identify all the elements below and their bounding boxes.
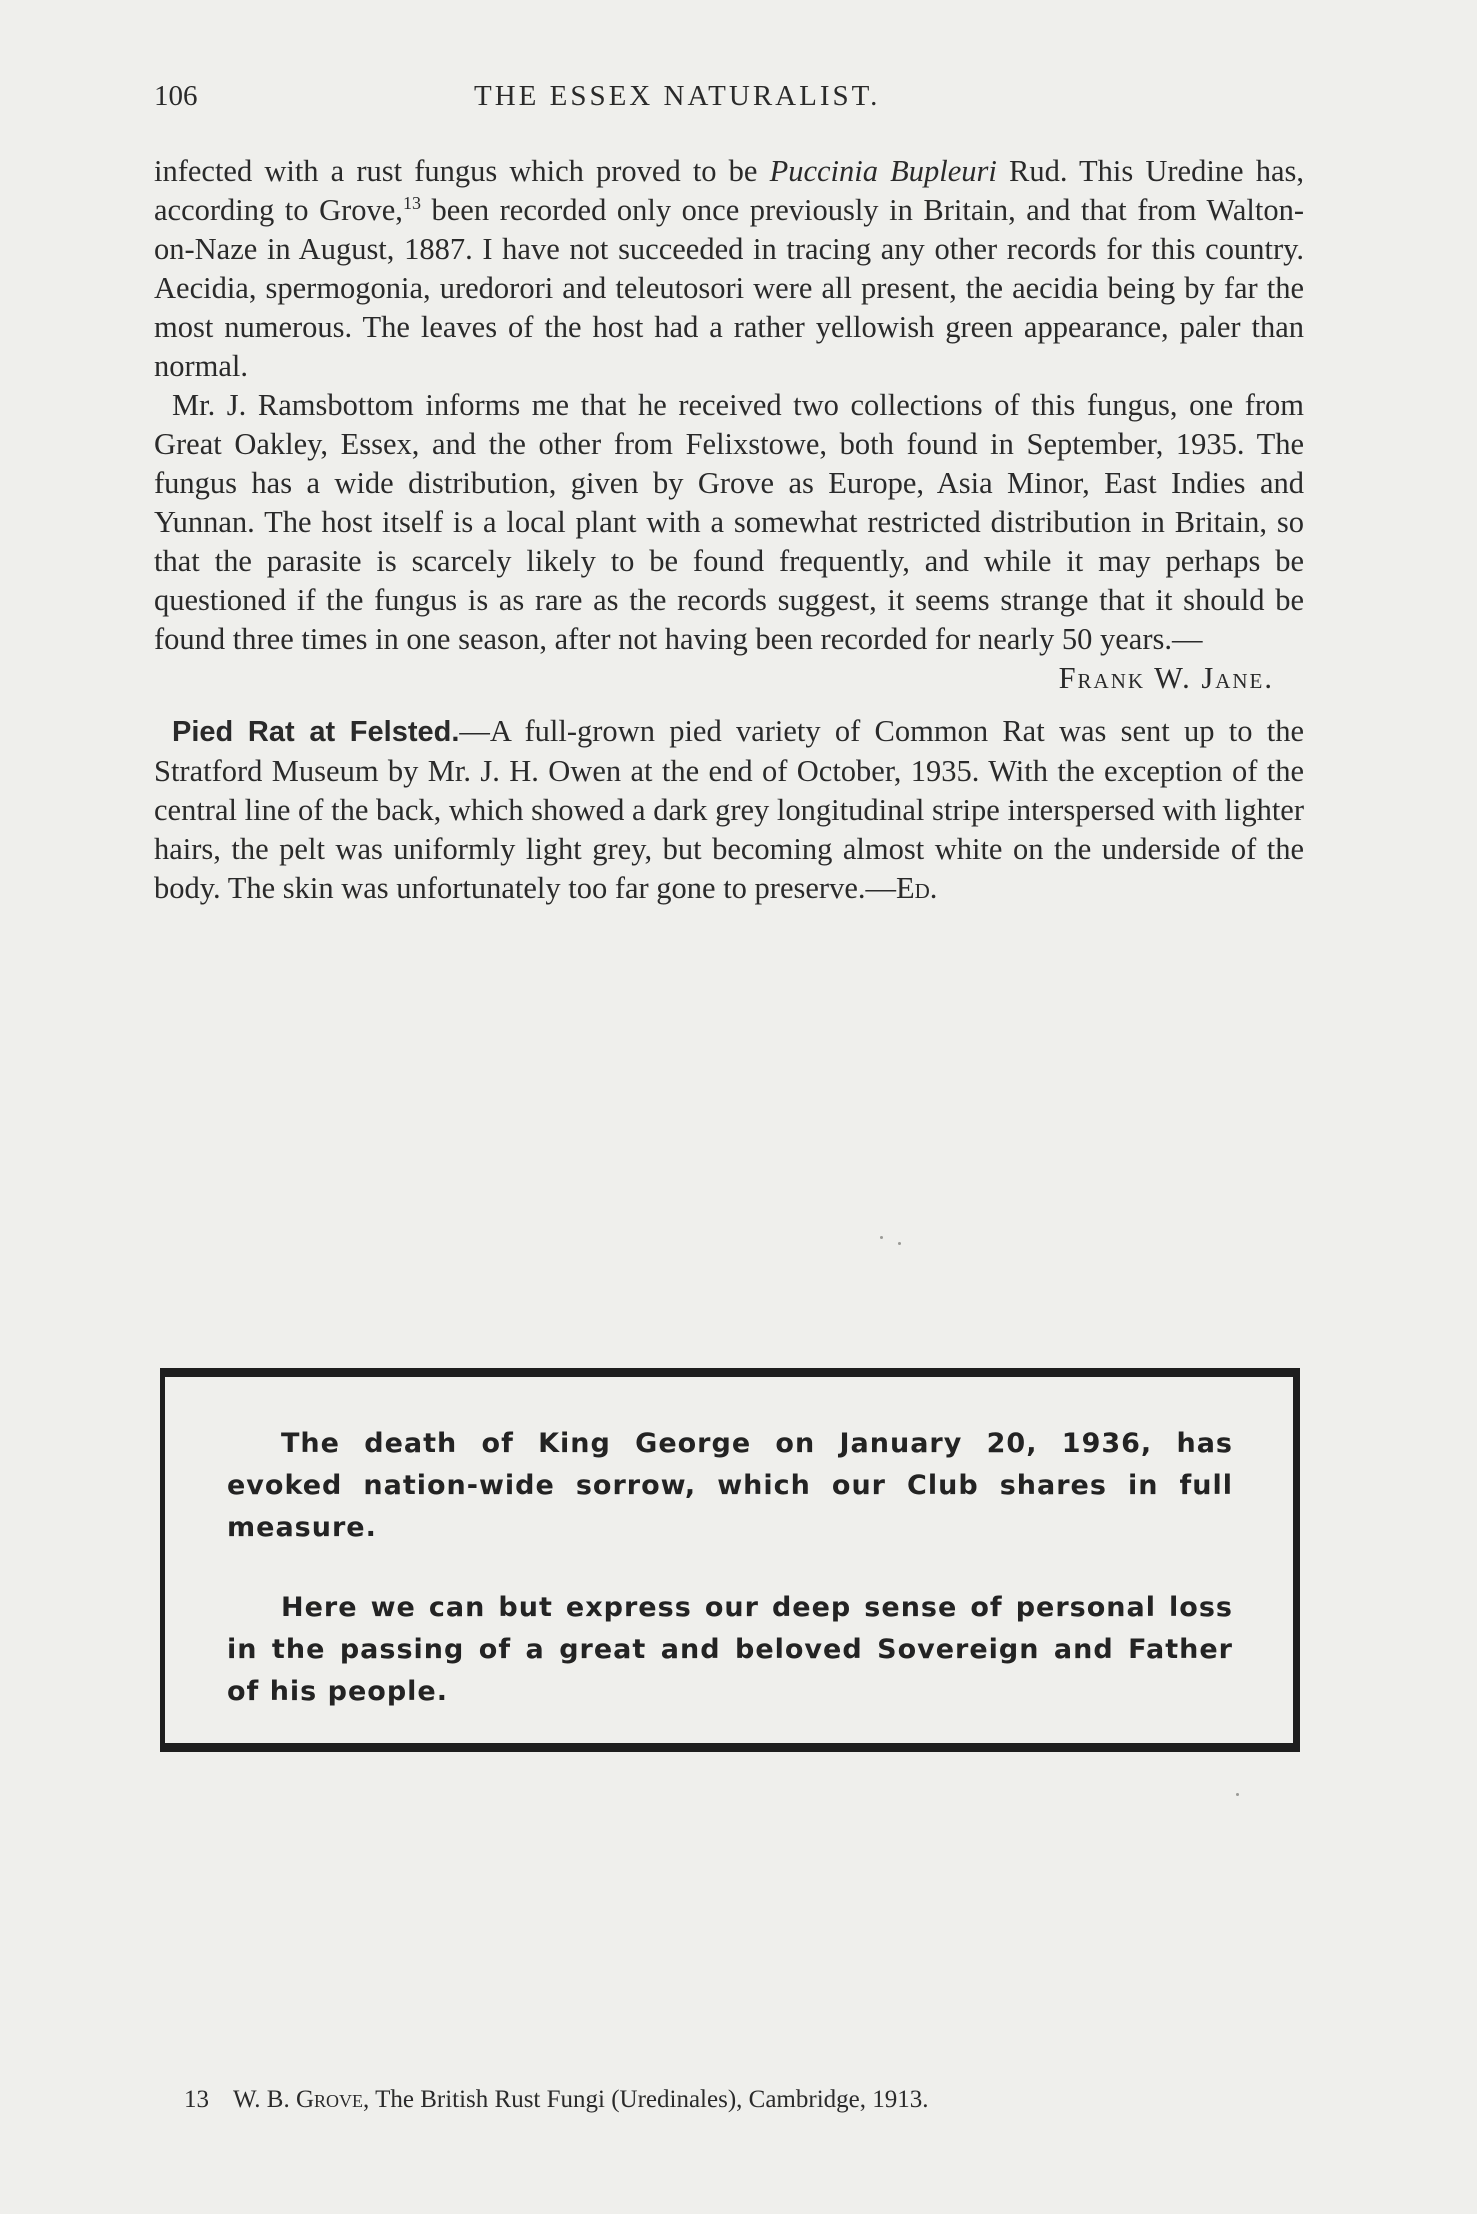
footnote <box>184 2082 1284 2118</box>
body-text <box>154 152 1304 908</box>
text-run: been recorded only once previously in Britain, and that from Walton-on-Naze in August, 1887. I have not succeeded in tracing any other records for this country. Aecidia, spermogonia, uredorori and teleutosori were all present, the aecidia being by far the most numerous. The leaves of the host had a rather yellowish green appearance, paler than normal. <box>154 193 1304 383</box>
footnote-reference[interactable]: 13 <box>402 192 421 213</box>
memorial-notice-text <box>227 1423 1233 1713</box>
editor-signature: Ed. <box>895 871 938 905</box>
author-signature: Frank W. Jane. <box>1058 661 1274 695</box>
footnote-citation: The British Rust Fungi (Uredinales), Cambridge, 1913. <box>369 2086 929 2113</box>
notice-paragraph-2: Here we can but express our deep sense of personal loss in the passing of a great and beloved Sovereign and Father of his people. <box>227 1592 1233 1707</box>
spacer <box>154 698 1304 712</box>
text-run: infected with a rust fungus which proved to be <box>154 154 770 188</box>
journal-title: THE ESSEX NATURALIST. <box>474 80 881 112</box>
species-name: Puccinia Bupleuri <box>769 154 997 188</box>
footnote-number: 13 <box>184 2086 209 2113</box>
scan-speck <box>880 1236 883 1239</box>
memorial-notice-box <box>160 1368 1300 1752</box>
text-run: —A full-grown pied variety of Common Rat was sent up to the Stratford Museum by Mr. J. H. Owen at the end of October, 1935. With the exception of the central line of the back, which showed a dark grey longitudinal stripe interspersed with lighter hairs, the pelt was uniformly light grey, but becoming almost white on the underside of the body. The skin was unfortunately too far gone to preserve.— <box>154 714 1304 905</box>
scan-speck <box>898 1242 901 1245</box>
note-heading: Pied Rat at Felsted. <box>172 716 460 748</box>
footnote-author: W. B. Grove, <box>233 2086 370 2113</box>
page-number: 106 <box>154 80 198 112</box>
fungus-paragraph-2: Mr. J. Ramsbottom informs me that he received two collections of this fungus, one from Great Oakley, Essex, and the other from Felixstowe, both found in September, 1935. The fungus has a wide distribution, given by Grove as Europe, Asia Minor, East Indies and Yunnan. The host itself is a local plant with a somewhat restricted distribution in Britain, so that the parasite is scarcely likely to be found frequently, and while it may perhaps be questioned if the fungus is as rare as the records suggest, it seems strange that it should be found three times in one season, after not having been recorded for nearly 50 years.— <box>154 388 1304 656</box>
notice-paragraph-1: The death of King George on January 20, 1936, has evoked nation-wide sorrow, which our Club shares in full measure. <box>227 1428 1233 1543</box>
fungus-paragraph-1 <box>154 152 1304 386</box>
scan-speck <box>1236 1793 1239 1796</box>
rat-note-paragraph <box>154 712 1304 908</box>
running-head <box>154 80 1304 120</box>
text-run: Rud. This Uredine has, according to Grove, <box>154 154 1305 227</box>
